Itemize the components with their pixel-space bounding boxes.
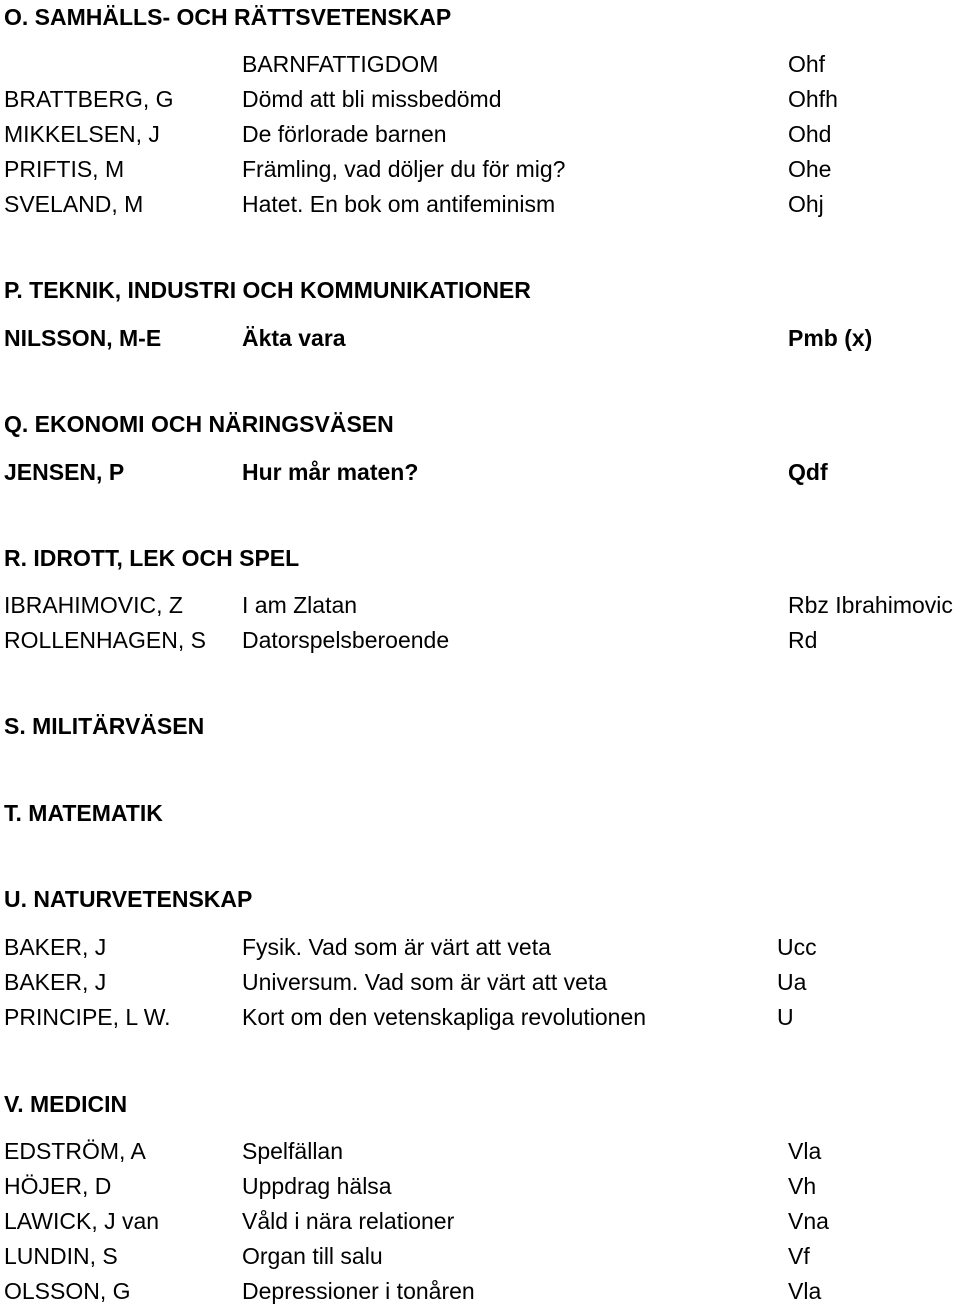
shelf-code: Qdf [788,459,828,485]
section-heading-o: O. SAMHÄLLS- OCH RÄTTSVETENSKAP [4,4,452,30]
shelf-code: Vh [788,1173,817,1199]
book-author: LUNDIN, S [4,1243,118,1269]
book-title: Depressioner i tonåren [242,1278,475,1304]
shelf-code: Vf [788,1243,810,1269]
book-title: Dömd att bli missbedömd [242,86,502,112]
book-title: Äkta vara [242,325,346,351]
shelf-code: Ohj [788,191,824,217]
book-title: Uppdrag hälsa [242,1173,392,1199]
section-heading-u: U. NATURVETENSKAP [4,886,253,912]
section-heading-t: T. MATEMATIK [4,800,163,826]
book-author: EDSTRÖM, A [4,1138,146,1164]
book-title: Organ till salu [242,1243,383,1269]
book-author: PRIFTIS, M [4,156,125,182]
book-title: Våld i nära relationer [242,1208,455,1234]
book-author: HÖJER, D [4,1173,112,1199]
book-author: ROLLENHAGEN, S [4,627,206,653]
shelf-code: Ucc [777,934,817,960]
book-author: BRATTBERG, G [4,86,174,112]
book-author: PRINCIPE, L W. [4,1004,171,1030]
book-author: JENSEN, P [4,459,125,485]
book-title: Spelfällan [242,1138,344,1164]
book-title: Främling, vad döljer du för mig? [242,156,566,182]
book-title: Datorspelsberoende [242,627,450,653]
shelf-code: Vna [788,1208,829,1234]
shelf-code: Vla [788,1278,822,1304]
book-title: Hatet. En bok om antifeminism [242,191,556,217]
book-author: SVELAND, M [4,191,144,217]
book-author: BAKER, J [4,969,107,995]
section-heading-s: S. MILITÄRVÄSEN [4,713,205,739]
shelf-code: Ua [777,969,807,995]
book-author: OLSSON, G [4,1278,131,1304]
book-author: IBRAHIMOVIC, Z [4,592,183,618]
section-heading-r: R. IDROTT, LEK OCH SPEL [4,545,300,571]
shelf-code: U [777,1004,794,1030]
book-title: Hur mår maten? [242,459,419,485]
shelf-code: Rbz Ibrahimovic [788,592,953,618]
shelf-code: Ohd [788,121,832,147]
book-title: Fysik. Vad som är värt att veta [242,934,551,960]
book-title: Kort om den vetenskapliga revolutionen [242,1004,647,1030]
shelf-code: Ohf [788,51,826,77]
section-heading-q: Q. EKONOMI OCH NÄRINGSVÄSEN [4,411,394,437]
book-author: MIKKELSEN, J [4,121,160,147]
section-heading-v: V. MEDICIN [4,1091,128,1117]
section-heading-p: P. TEKNIK, INDUSTRI OCH KOMMUNIKATIONER [4,277,531,303]
book-title: I am Zlatan [242,592,358,618]
book-title: De förlorade barnen [242,121,447,147]
book-title: BARNFATTIGDOM [242,51,439,77]
book-author: LAWICK, J van [4,1208,160,1234]
book-title: Universum. Vad som är värt att veta [242,969,608,995]
book-author: BAKER, J [4,934,107,960]
shelf-code: Ohfh [788,86,838,112]
shelf-code: Pmb (x) [788,325,873,351]
shelf-code: Vla [788,1138,822,1164]
shelf-code: Rd [788,627,818,653]
shelf-code: Ohe [788,156,832,182]
book-author: NILSSON, M-E [4,325,162,351]
